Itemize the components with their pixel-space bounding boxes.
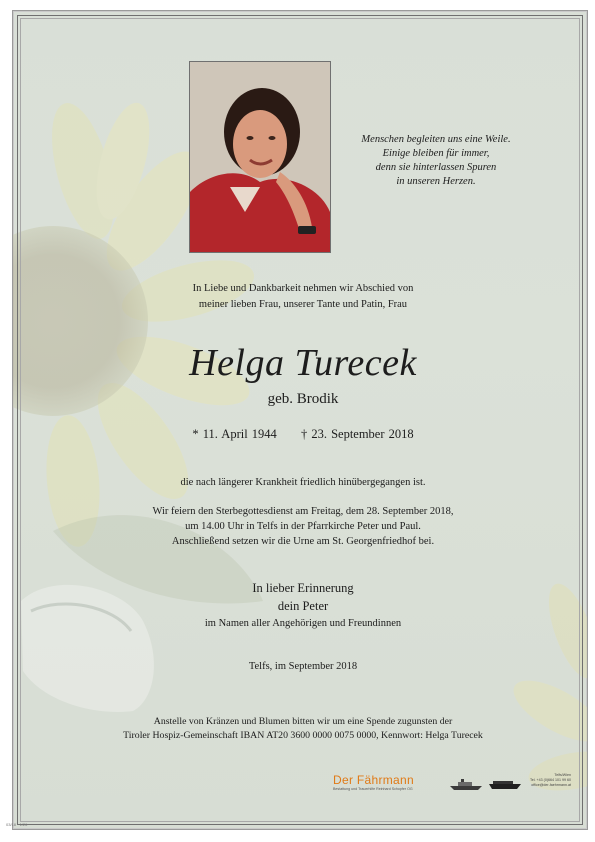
life-dates bbox=[123, 427, 483, 442]
quote-line: Einige bleiben für immer, bbox=[382, 148, 490, 159]
birth-date: * 11. April 1944 bbox=[192, 427, 277, 441]
donation-note bbox=[43, 715, 563, 743]
portrait-photo bbox=[189, 61, 331, 253]
footer-contact bbox=[527, 773, 571, 788]
funeral-home-footer bbox=[331, 773, 571, 797]
service-line: Anschließend setzen wir die Urne am St. Georgenfriedhof bei. bbox=[171, 536, 435, 547]
intro-text bbox=[123, 281, 483, 313]
memory-line: im Namen aller Angehörigen und Freundinnen bbox=[204, 618, 402, 629]
stone-shape bbox=[21, 585, 154, 712]
donation-line: Anstelle von Kränzen und Blumen bitten wir um eine Spende zugunsten der bbox=[153, 716, 453, 727]
intro-line: In Liebe und Dankbarkeit nehmen wir Abschied von bbox=[192, 283, 414, 294]
intro-line: meiner lieben Frau, unserer Tante und Patin, Frau bbox=[198, 299, 408, 310]
memorial-quote bbox=[331, 133, 541, 189]
memory-line: dein Peter bbox=[277, 599, 329, 613]
contact-line: Telfs/Wien bbox=[554, 773, 571, 777]
parte-sheet bbox=[12, 10, 588, 830]
maiden-name: geb. Brodik bbox=[267, 391, 339, 407]
passed-text: die nach längerer Krankheit friedlich hinübergegangen ist. bbox=[180, 477, 426, 488]
death-date: † 23. September 2018 bbox=[300, 427, 414, 441]
deceased-name: Helga Turecek bbox=[189, 342, 417, 384]
brand-subtitle: Bestattung und Trauerhilfe Reinhard Schopfer OG bbox=[333, 787, 413, 791]
service-line: Wir feiern den Sterbegottesdienst am Freitag, dem 28. September 2018, bbox=[152, 506, 454, 517]
place-date: Telfs, im September 2018 bbox=[248, 661, 358, 672]
portrait-illustration bbox=[190, 62, 330, 252]
memory-signature bbox=[143, 579, 463, 633]
sunflower-right bbox=[505, 578, 587, 797]
service-line: um 14.00 Uhr in Telfs in der Pfarrkirche Peter und Paul. bbox=[185, 521, 421, 532]
brand-logo: Der Fährmann bbox=[333, 773, 414, 787]
ferry-icon bbox=[449, 779, 483, 791]
sheet-code: 03/18 · 1/26 bbox=[6, 822, 28, 827]
donation-line: Tiroler Hospiz-Gemeinschaft IBAN AT20 3600 0000 0075 0000, Kennwort: Helga Turecek bbox=[123, 730, 483, 741]
service-info bbox=[73, 504, 533, 549]
contact-line: Tel. +43 (0)664 101 99 60 bbox=[529, 778, 571, 782]
quote-line: in unseren Herzen. bbox=[396, 176, 476, 187]
contact-line: office@der-faehrmann.at bbox=[531, 783, 571, 787]
memory-line: In lieber Erinnerung bbox=[252, 581, 354, 595]
quote-line: denn sie hinterlassen Spuren bbox=[375, 162, 497, 173]
boat-icon bbox=[489, 778, 521, 792]
quote-line: Menschen begleiten uns eine Weile. bbox=[361, 134, 511, 145]
